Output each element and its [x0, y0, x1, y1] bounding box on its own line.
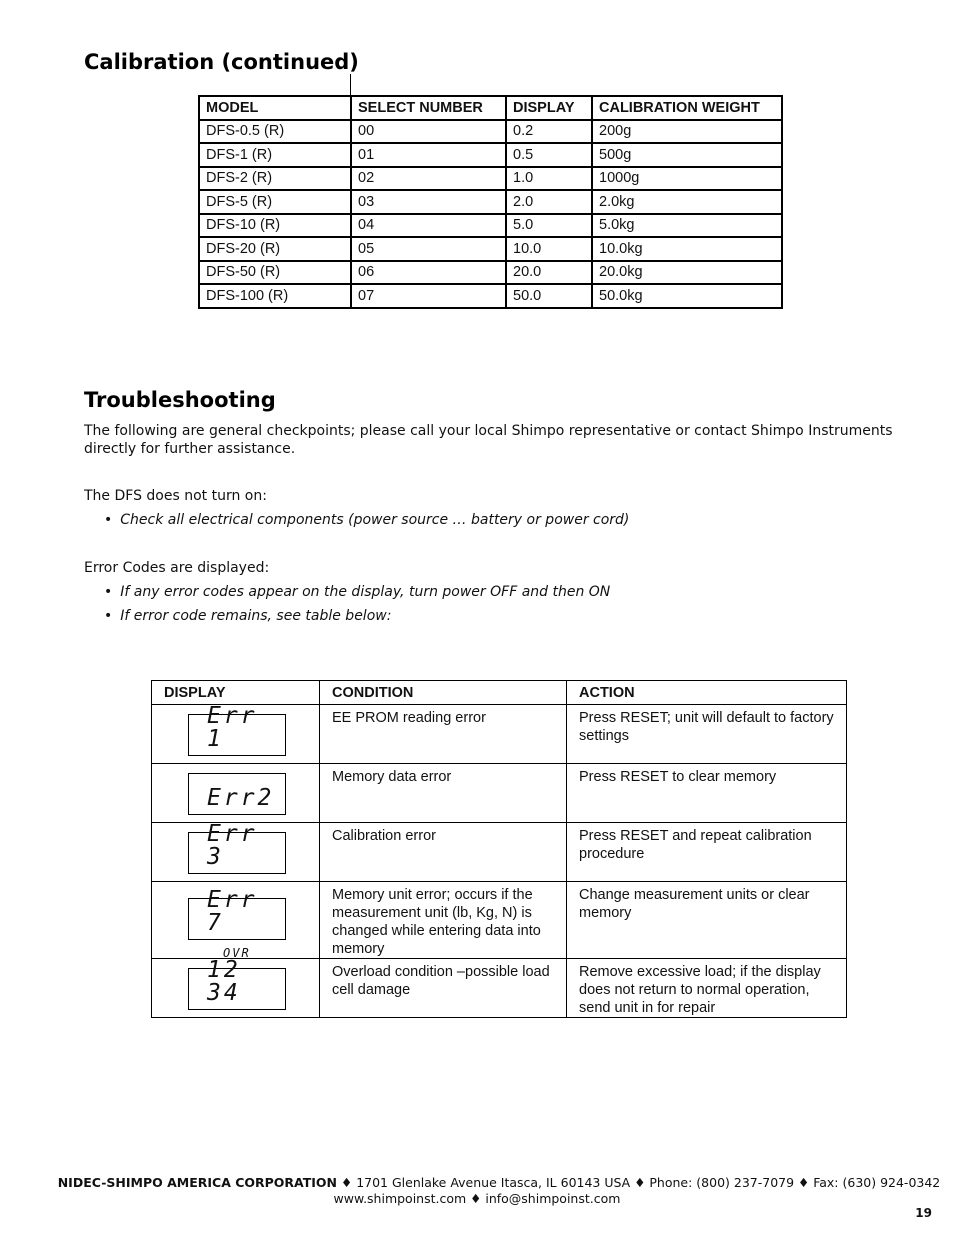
lcd-digits: 12 34	[207, 957, 241, 1006]
page-number: 19	[915, 1206, 932, 1220]
condition-cell: Overload condition –possible load cell damage	[320, 959, 567, 1018]
error-codes-checklist	[104, 583, 610, 631]
display-cell	[152, 764, 320, 823]
display-cell: 50.0	[506, 284, 592, 308]
display-cell	[152, 823, 320, 882]
column-header-display: DISPLAY	[152, 681, 320, 705]
select-number-cell: 02	[351, 167, 506, 191]
table-row	[199, 214, 782, 238]
table-row	[152, 959, 847, 1018]
display-cell: 10.0	[506, 237, 592, 261]
weight-cell: 1000g	[592, 167, 782, 191]
table-row	[152, 823, 847, 882]
lcd-display-err3: Err 3	[188, 832, 286, 874]
table-row	[199, 237, 782, 261]
action-cell: Press RESET to clear memory	[567, 764, 847, 823]
model-cell: DFS-0.5 (R)	[199, 120, 351, 144]
table-row	[152, 764, 847, 823]
page-footer	[0, 1175, 954, 1207]
weight-cell: 500g	[592, 143, 782, 167]
model-cell: DFS-10 (R)	[199, 214, 351, 238]
weight-cell: 50.0kg	[592, 284, 782, 308]
table-row	[199, 284, 782, 308]
weight-cell: 5.0kg	[592, 214, 782, 238]
select-number-cell: 04	[351, 214, 506, 238]
list-item: • Check all electrical components (power source … battery or power cord)	[104, 511, 629, 535]
table-row	[199, 261, 782, 285]
table-row	[199, 167, 782, 191]
lcd-display-err7: Err 7	[188, 898, 286, 940]
lcd-display-err1: Err 1	[188, 714, 286, 756]
model-cell: DFS-100 (R)	[199, 284, 351, 308]
action-cell: Press RESET; unit will default to factory settings	[567, 705, 847, 764]
select-number-cell: 01	[351, 143, 506, 167]
no-power-checklist	[104, 511, 629, 535]
action-cell: Change measurement units or clear memory	[567, 882, 847, 959]
lcd-display-err2: Err2	[188, 773, 286, 815]
list-item: • If any error codes appear on the display, turn power OFF and then ON	[104, 583, 610, 607]
table-header-row	[199, 96, 782, 120]
company-name: NIDEC-SHIMPO AMERICA CORPORATION	[57, 1175, 338, 1190]
column-header-action: ACTION	[567, 681, 847, 705]
display-cell	[152, 705, 320, 764]
table-header-row	[152, 681, 847, 705]
weight-cell: 200g	[592, 120, 782, 144]
table-row	[152, 882, 847, 959]
calibration-heading: Calibration (continued)	[84, 50, 359, 74]
display-cell: 5.0	[506, 214, 592, 238]
column-header-select-number: SELECT NUMBER	[351, 96, 506, 120]
weight-cell: 10.0kg	[592, 237, 782, 261]
select-number-cell: 00	[351, 120, 506, 144]
action-cell: Press RESET and repeat calibration procedure	[567, 823, 847, 882]
heading-marker-line	[350, 74, 351, 96]
error-codes-label: Error Codes are displayed:	[84, 560, 270, 576]
weight-cell: 2.0kg	[592, 190, 782, 214]
model-cell: DFS-1 (R)	[199, 143, 351, 167]
model-cell: DFS-50 (R)	[199, 261, 351, 285]
model-cell: DFS-5 (R)	[199, 190, 351, 214]
error-codes-table	[151, 680, 847, 1018]
calibration-table	[198, 95, 783, 309]
display-cell: 1.0	[506, 167, 592, 191]
lcd-display-overload	[188, 946, 286, 1010]
condition-cell: Memory unit error; occurs if the measurement unit (lb, Kg, N) is changed while entering data into memory	[320, 882, 567, 959]
select-number-cell: 07	[351, 284, 506, 308]
table-row	[199, 190, 782, 214]
lcd-ovr-label: OVR	[223, 946, 251, 960]
select-number-cell: 05	[351, 237, 506, 261]
column-header-display: DISPLAY	[506, 96, 592, 120]
no-power-label: The DFS does not turn on:	[84, 488, 267, 504]
display-cell: 0.2	[506, 120, 592, 144]
condition-cell: Calibration error	[320, 823, 567, 882]
display-cell: 20.0	[506, 261, 592, 285]
table-row	[199, 143, 782, 167]
company-web-contact: www.shimpoinst.com ♦ info@shimpoinst.com	[333, 1191, 621, 1206]
select-number-cell: 03	[351, 190, 506, 214]
table-row	[152, 705, 847, 764]
condition-cell: EE PROM reading error	[320, 705, 567, 764]
column-header-condition: CONDITION	[320, 681, 567, 705]
column-header-calibration-weight: CALIBRATION WEIGHT	[592, 96, 782, 120]
display-cell: 2.0	[506, 190, 592, 214]
troubleshooting-heading: Troubleshooting	[84, 388, 276, 412]
model-cell: DFS-20 (R)	[199, 237, 351, 261]
weight-cell: 20.0kg	[592, 261, 782, 285]
model-cell: DFS-2 (R)	[199, 167, 351, 191]
company-address: ♦ 1701 Glenlake Avenue Itasca, IL 60143 USA ♦ Phone: (800) 237-7079 ♦ Fax: (630) 924-0342	[341, 1175, 941, 1190]
action-cell: Remove excessive load; if the display does not return to normal operation, send unit in for repair	[567, 959, 847, 1018]
table-row	[199, 120, 782, 144]
condition-cell: Memory data error	[320, 764, 567, 823]
display-cell	[152, 946, 320, 1018]
list-item: • If error code remains, see table below:	[104, 607, 610, 631]
column-header-model: MODEL	[199, 96, 351, 120]
display-cell: 0.5	[506, 143, 592, 167]
troubleshooting-intro: The following are general checkpoints; please call your local Shimpo representative or contact Shimpo Instruments directly for further assistance.	[84, 423, 893, 457]
select-number-cell: 06	[351, 261, 506, 285]
